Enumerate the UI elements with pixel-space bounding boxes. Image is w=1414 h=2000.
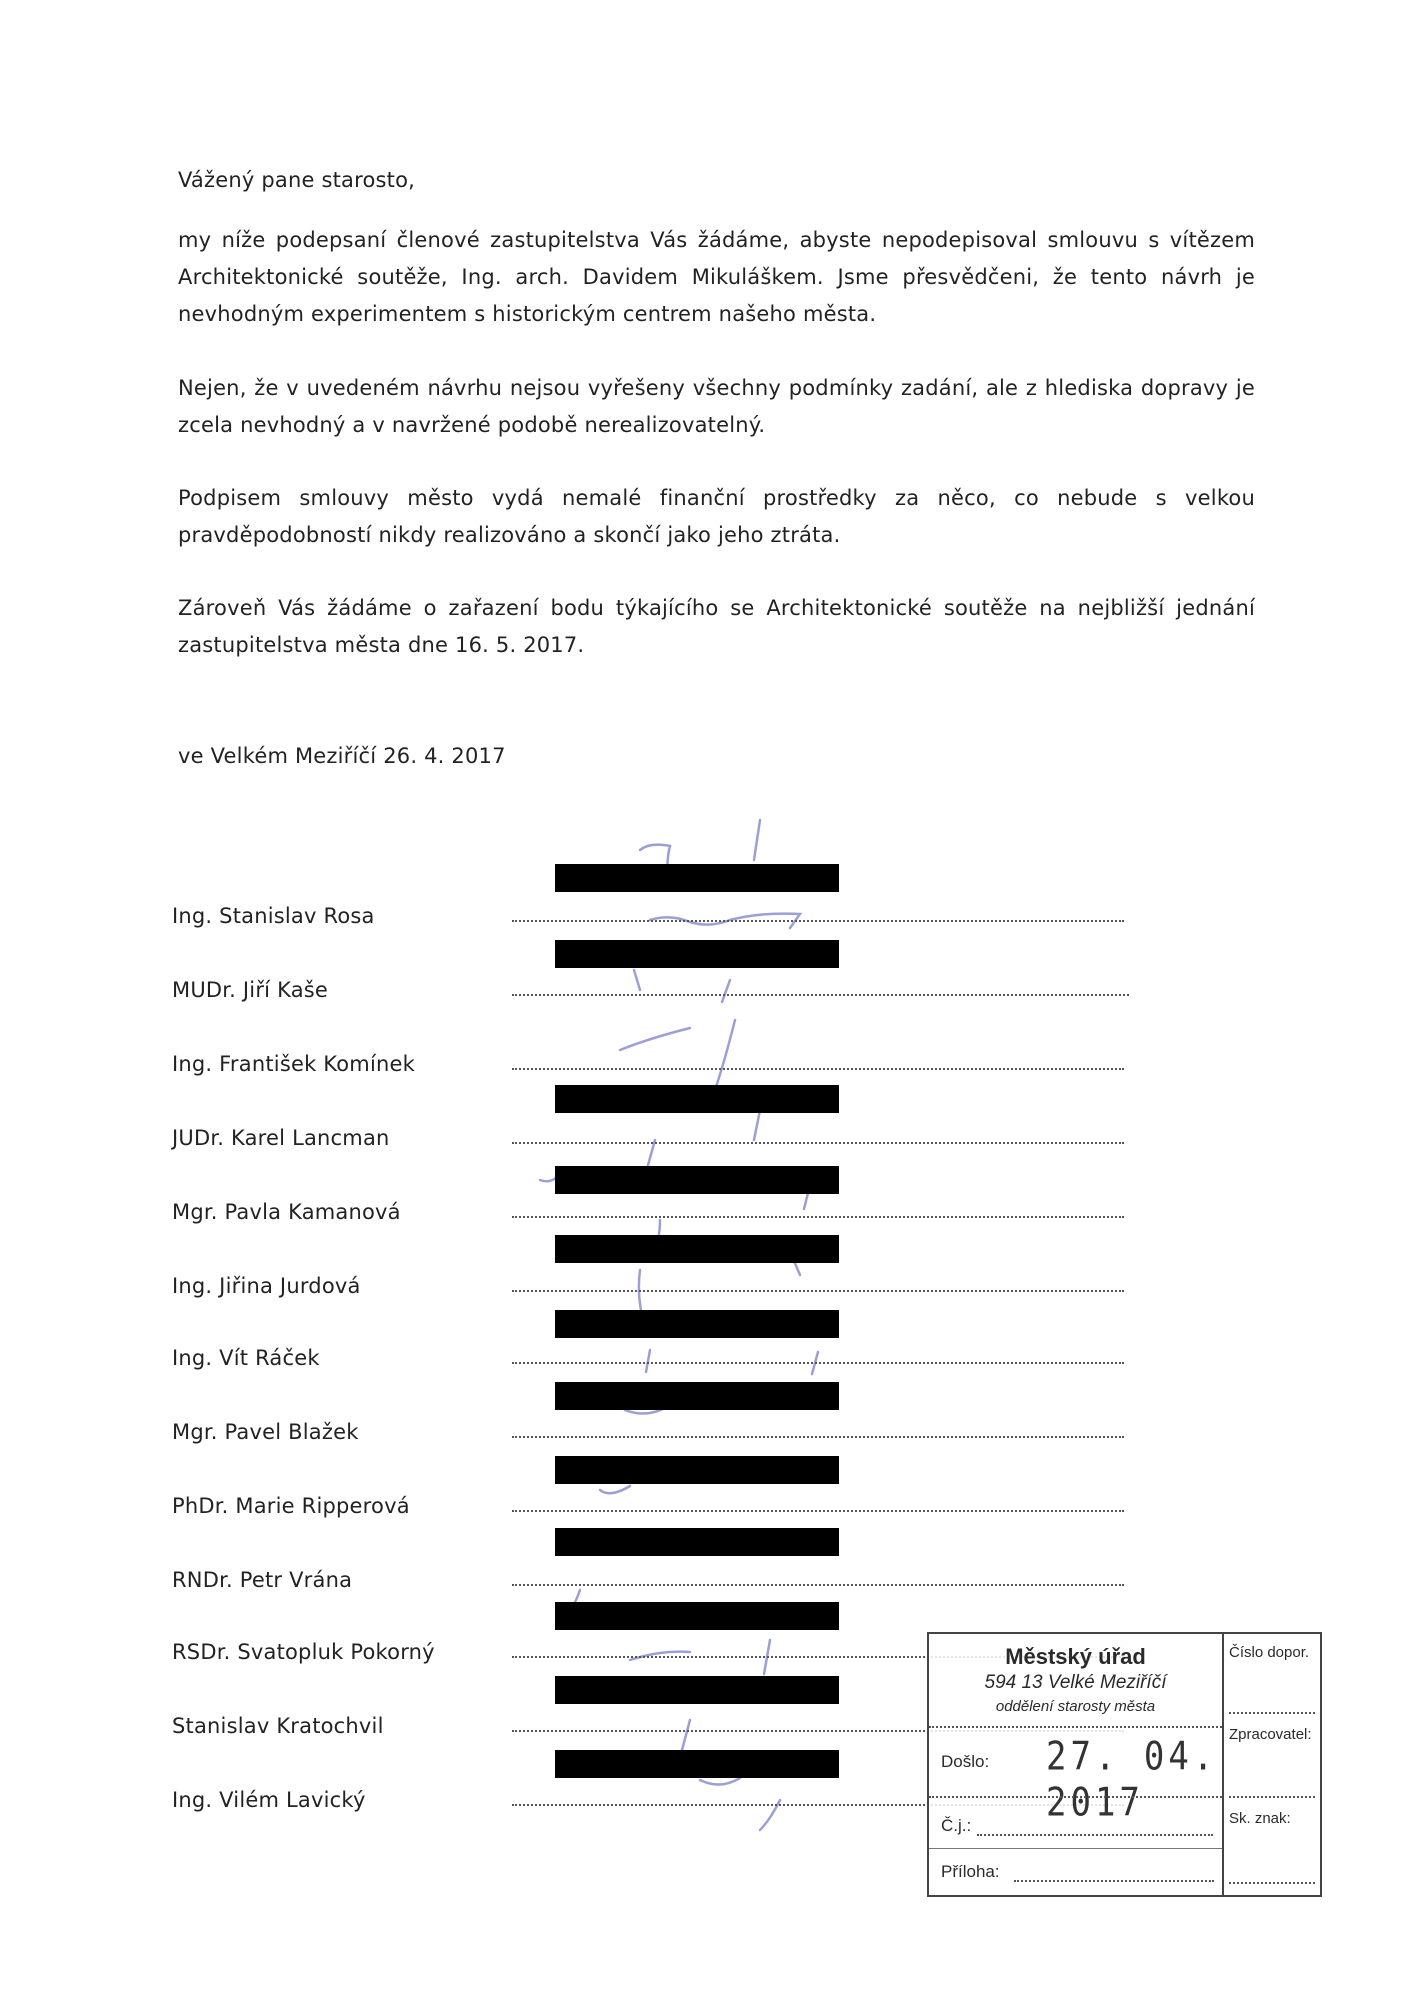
signatory-name: Ing. Jiřina Jurdová xyxy=(172,1274,361,1298)
stamp-processor-label: Zpracovatel: xyxy=(1229,1726,1312,1743)
stamp-department: oddělení starosty města xyxy=(995,1698,1156,1715)
signature-line xyxy=(512,1216,1124,1218)
signature-line xyxy=(512,1510,1124,1512)
signatory-name: MUDr. Jiří Kaše xyxy=(172,978,329,1002)
stamp-dotted-line xyxy=(929,1796,1222,1798)
stamp-number-label: Číslo dopor. xyxy=(1229,1644,1310,1661)
signature-line xyxy=(512,1436,1124,1438)
stamp-filing-code-label: Sk. znak: xyxy=(1229,1810,1291,1827)
signatory-row xyxy=(172,1772,992,1812)
signatory-row xyxy=(172,888,992,928)
signatory-name: JUDr. Karel Lancman xyxy=(172,1126,390,1150)
signatory-name: PhDr. Marie Ripperová xyxy=(172,1494,410,1518)
signatory-row xyxy=(172,1036,992,1076)
paragraph-4: Zároveň Vás žádáme o zařazení bodu týkajícího se Architektonické soutěže na nejbližší jednání zastupitelstva města dne 16. 5. 2017. xyxy=(178,596,1255,657)
stamp-dotted-line xyxy=(1229,1796,1315,1798)
signatory-row xyxy=(172,1258,992,1298)
signatory-name: Stanislav Kratochvil xyxy=(172,1714,384,1738)
paragraph-2: Nejen, že v uvedeném návrhu nejsou vyřešeny všechny podmínky zadání, ale z hlediska dopravy je zcela nevhodný a v navržené podobě nerealizovatelný. xyxy=(178,376,1255,437)
signatory-row xyxy=(172,1330,992,1370)
signature-line xyxy=(512,1290,1124,1292)
signatory-row xyxy=(172,1184,992,1224)
stamp-received-label: Došlo: xyxy=(941,1752,990,1771)
stamp-dotted-line xyxy=(929,1726,1222,1728)
paragraph-3: Podpisem smlouvy město vydá nemalé finanční prostředky za něco, co nebude s velkou pravděpodobností nikdy realizováno a skončí jako jeho ztráta. xyxy=(178,486,1255,547)
stamp-dotted-line xyxy=(1229,1882,1315,1884)
stamp-dotted-line xyxy=(1014,1880,1214,1882)
signatory-name: Ing. Vilém Lavický xyxy=(172,1788,366,1812)
signatory-name: Ing. Stanislav Rosa xyxy=(172,904,375,928)
stamp-dotted-line xyxy=(977,1834,1213,1836)
registry-stamp xyxy=(927,1632,1322,1897)
signatory-name: Mgr. Pavla Kamanová xyxy=(172,1200,401,1224)
signature-line xyxy=(512,920,1124,922)
signature-line xyxy=(512,1584,1124,1586)
stamp-office-name: Městský úřad xyxy=(1005,1644,1146,1669)
redaction-bar xyxy=(555,1085,839,1113)
stamp-address: 594 13 Velké Meziříčí xyxy=(984,1672,1167,1693)
stamp-dotted-line xyxy=(1229,1712,1315,1714)
signatory-row xyxy=(172,1552,992,1592)
signatory-row xyxy=(172,1478,992,1518)
signature-line xyxy=(512,1142,1124,1144)
signature-line xyxy=(512,1068,1124,1070)
signature-line xyxy=(512,994,1129,996)
place-and-date: ve Velkém Meziříčí 26. 4. 2017 xyxy=(178,744,506,768)
signatory-name: Ing. František Komínek xyxy=(172,1052,415,1076)
signatory-row xyxy=(172,962,992,1002)
signatory-name: RSDr. Svatopluk Pokorný xyxy=(172,1640,435,1664)
paragraph-1: my níže podepsaní členové zastupitelstva Vás žádáme, abyste nepodepisoval smlouvu s vítězem Architektonické soutěže, Ing. arch. Davidem Mikuláškem. Jsme přesvědčeni, že tento návrh je nevhodným experimentem s historickým centrem našeho města. xyxy=(178,228,1255,326)
stamp-received-date: 27. 04. 2017 xyxy=(1046,1734,1218,1826)
signatory-name: RNDr. Petr Vrána xyxy=(172,1568,353,1592)
salutation: Vážený pane starosto, xyxy=(178,168,416,192)
stamp-attachment-label: Příloha: xyxy=(941,1862,1000,1881)
signatory-row xyxy=(172,1110,992,1150)
stamp-rule xyxy=(929,1848,1222,1849)
signature-line xyxy=(512,1362,1124,1364)
signatory-row xyxy=(172,1698,992,1738)
signatory-name: Ing. Vít Ráček xyxy=(172,1346,320,1370)
signatory-row xyxy=(172,1404,992,1444)
stamp-ref-label: Č.j.: xyxy=(941,1816,972,1835)
signatory-name: Mgr. Pavel Blažek xyxy=(172,1420,359,1444)
signatory-row xyxy=(172,1624,992,1664)
